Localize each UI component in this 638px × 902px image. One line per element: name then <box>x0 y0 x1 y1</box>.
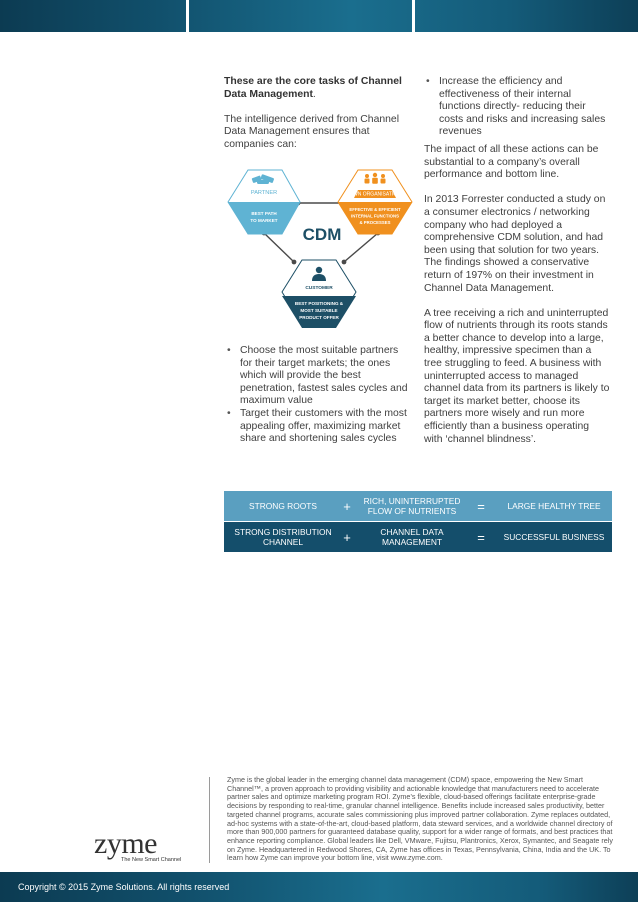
equals-sign: = <box>477 498 485 514</box>
logo-wordmark: zyme <box>94 827 157 860</box>
header-divider <box>412 0 415 32</box>
table-cell: RICH, UNINTERRUPTED FLOW OF NUTRIENTS <box>363 496 461 516</box>
table-cell: STRONG DISTRIBUTION CHANNEL <box>234 527 332 547</box>
header-band <box>0 0 638 32</box>
connector-dot <box>342 260 347 265</box>
heading-period: . <box>312 88 316 100</box>
organisation-text-line: EFFECTIVE & EFFICIENT <box>349 207 401 212</box>
organisation-text-line: INTERNAL FUNCTIONS <box>351 213 399 219</box>
footer-band <box>0 872 638 902</box>
list-item: • Increase the efficiency and effectiveness of their internal functions directly- reducing their costs and risks and increasing sales revenues <box>424 76 610 139</box>
customer-text-line: MOST SUITABLE <box>300 308 338 313</box>
partner-text-line: TO MARKET <box>250 218 278 223</box>
list-item: • Target their customers with the most appealing offer, maximizing market share and shortening sales cycles <box>225 408 411 446</box>
table-cell: LARGE HEALTHY TREE <box>507 501 601 511</box>
cdm-center-label: CDM <box>302 225 342 244</box>
impact-paragraph: The impact of all these actions can be substantial to a company’s overall performance and bottom line. <box>424 143 599 181</box>
table-cell: CHANNEL DATA MANAGEMENT <box>380 527 444 547</box>
logo-tagline: The New Smart Channel <box>121 857 182 863</box>
partner-label: PARTNER <box>250 190 278 196</box>
connector-left <box>264 233 294 262</box>
core-tasks-heading <box>224 76 412 101</box>
core-tasks-heading-text: These are the core tasks of Channel Data Management <box>224 76 402 100</box>
organisation-label: OWN ORGANISATION <box>349 191 401 198</box>
about-zyme-text: Zyme is the global leader in the emerging channel data management (CDM) space, empowering the New Smart Channel™, a proven approach to providing visibility and actionable knowledge that manufacturers need to accelerate partner sales and optimize marketing program ROI. Zyme’s flexible, cloud-based offerings facilitate enterprise-grade decisions by responding to real-time, granular channel intelligence. Benefits include increased sales productivity, better targeted channel programs, accurate sales commissioning plus improved partner collaboration. Zyme replaces outdated, ad-hoc systems with a state-of-the-art, cloud-based platform, data steward services, and a worldwide channel directory of more than 900,000 partners for guaranteed database quality, support for a wider range of formats, and best practices that enhance reporting compliance. Global leaders like Dell, VMware, Fujitsu, Plantronics, Xerox, Symantec, and Seagate rely on Zyme. Headquartered in Redwood Shores, CA, Zyme has offices in Texas, Pennsylvania, China, India and the UK. To learn how Zyme can improve your bottom line, visit www.zyme.com. <box>227 775 613 863</box>
table-row <box>224 522 612 552</box>
partner-text-line: BEST PATH <box>251 211 277 216</box>
table-cell: STRONG ROOTS <box>249 501 317 511</box>
left-column-intro <box>224 76 412 164</box>
organisation-text-line: & PROCESSES <box>359 220 391 225</box>
equals-sign: = <box>477 529 485 545</box>
copyright-text: Copyright © 2015 Zyme Solutions. All rights reserved <box>18 882 230 892</box>
plus-sign: + <box>343 498 351 514</box>
table-cell: SUCCESSFUL BUSINESS <box>503 532 605 542</box>
right-column <box>424 76 610 459</box>
list-item: • Choose the most suitable partners for their target markets; the ones which will provide the best penetration, fastest sales cycles and maximum value <box>225 345 411 408</box>
intro-paragraph: The intelligence derived from Channel Data Management ensures that companies can: <box>224 113 400 150</box>
forrester-paragraph: In 2013 Forrester conducted a study on a consumer electronics / networking company who had deployed a comprehensive CDM solution, and had been using that solution for two years. The findings showed a conservative return of 197% on their investment in Channel Data Management. <box>424 194 606 294</box>
tree-paragraph: A tree receiving a rich and uninterrupted flow of nutrients through its roots stands a better chance to develop into a large, healthy, impressive specimen than a tree struggling to feed. A business with uninterrupted access to managed channel data from its partners is likely to target its market better, choose its partners more wisely and run more efficiently than a business operating with ‘channel blindness’. <box>424 307 610 445</box>
customer-text-line: PRODUCT OFFER <box>299 315 339 320</box>
cdm-diagram <box>224 162 414 332</box>
plus-sign: + <box>343 529 351 545</box>
customer-label: CUSTOMER <box>305 286 333 291</box>
header-divider <box>186 0 189 32</box>
about-divider <box>209 777 210 863</box>
customer-text-line: BEST POSITIONING & <box>294 301 344 306</box>
connector-dot <box>292 260 297 265</box>
analogy-table <box>224 491 612 552</box>
zyme-logo <box>94 827 204 866</box>
left-bullets <box>225 345 411 446</box>
table-row <box>224 491 612 521</box>
connector-right <box>344 233 378 262</box>
